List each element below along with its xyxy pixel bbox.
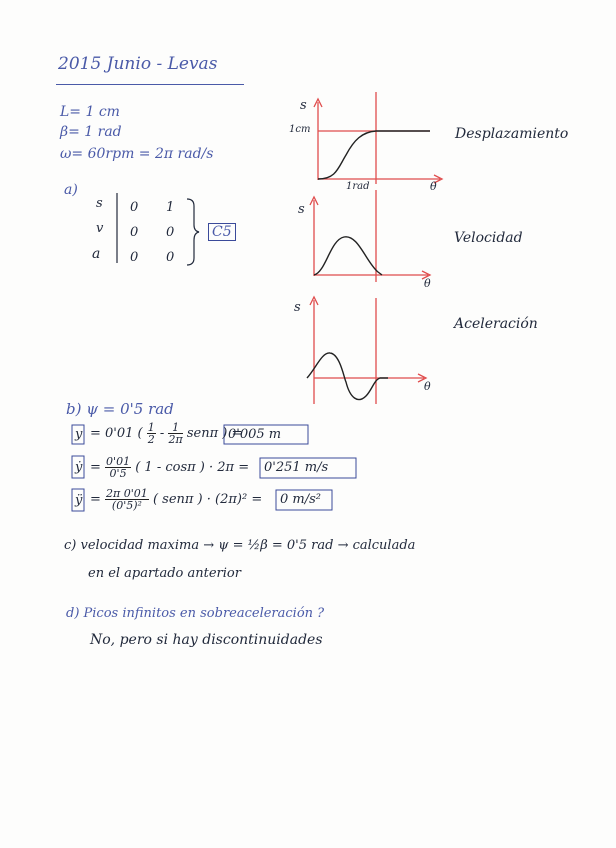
- cell-v-2: 0: [166, 225, 175, 240]
- eq2-frac-den: 0'5: [109, 467, 127, 480]
- eq2-result: 0'251 m/s: [264, 460, 329, 475]
- vel-x-label: θ: [424, 277, 431, 290]
- eq3-frac-den: (0'5)²: [111, 499, 142, 512]
- acceleration-graph: [307, 297, 426, 404]
- given-beta: β= 1 rad: [60, 124, 122, 140]
- cell-a-1: 0: [130, 250, 139, 265]
- cell-s-1: 0: [130, 200, 139, 215]
- disp-y-label: s: [300, 98, 307, 113]
- eq1-minus: -: [159, 426, 165, 441]
- given-length: L= 1 cm: [60, 104, 120, 120]
- eq1-result: 0'005 m: [228, 427, 282, 442]
- eq2-body: [90, 454, 249, 482]
- eq3-body: [90, 486, 262, 514]
- velocity-graph: [310, 190, 430, 282]
- disp-graph-title: Desplazamiento: [455, 126, 569, 142]
- part-a-label: a): [64, 182, 78, 198]
- eq1-frac1-den: 2: [147, 433, 155, 446]
- eq1-frac2-num: 1: [168, 422, 182, 434]
- part-c-line1: c) velocidad maxima → ψ = ½β = 0'5 rad → calculada: [64, 538, 416, 553]
- disp-y-tick: 1cm: [289, 124, 311, 135]
- eq1-mid: = 0'01 (: [90, 426, 143, 441]
- row-label-s: s: [96, 196, 103, 211]
- eq2-tail: ( 1 - cosπ ) · 2π =: [135, 460, 250, 475]
- eq3-result: 0 m/s²: [280, 492, 321, 507]
- vel-curve: [314, 237, 382, 275]
- given-omega: ω= 60rpm = 2π rad/s: [60, 146, 214, 162]
- acc-graph-title: Aceleración: [454, 316, 538, 332]
- acc-y-label: s: [294, 300, 301, 315]
- eq1-lhs: y: [75, 427, 83, 442]
- part-d-question: d) Picos infinitos en sobreaceleración ?: [66, 606, 325, 621]
- eq1-frac2-den: 2π: [168, 433, 183, 446]
- vel-y-label: s: [298, 202, 305, 217]
- cell-v-1: 0: [130, 225, 139, 240]
- result-c5: C5: [208, 223, 236, 241]
- disp-x-tick: 1rad: [346, 181, 370, 192]
- row-label-v: v: [96, 221, 104, 236]
- eq2-lhs: ẏ: [75, 460, 83, 475]
- eq1-frac1-num: 1: [147, 421, 155, 434]
- vel-graph-title: Velocidad: [454, 230, 523, 246]
- cell-s-2: 1: [166, 200, 175, 215]
- eq1-body: [90, 422, 242, 446]
- part-c-line2: en el apartado anterior: [88, 566, 241, 581]
- eq1-tail: senπ ) =: [186, 426, 243, 441]
- eq2-eq: =: [90, 460, 101, 475]
- eq3-eq: =: [90, 492, 101, 507]
- disp-curve: [318, 131, 430, 179]
- eq3-lhs: ÿ: [75, 493, 83, 508]
- displacement-graph: [314, 92, 442, 184]
- row-label-a: a: [92, 246, 101, 262]
- acc-x-label: θ: [424, 380, 431, 393]
- part-d-answer: No, pero si hay discontinuidades: [90, 632, 323, 648]
- eq2-frac-num: 0'01: [106, 455, 131, 468]
- cell-a-2: 0: [166, 250, 175, 265]
- disp-x-label: θ: [430, 180, 437, 193]
- eq3-frac-num: 2π 0'01: [106, 487, 148, 500]
- part-b-label: b) ψ = 0'5 rad: [66, 400, 174, 418]
- matrix-bracket: [187, 199, 199, 265]
- eq3-tail: ( senπ ) · (2π)² =: [152, 492, 263, 507]
- page-title: 2015 Junio - Levas: [58, 54, 218, 74]
